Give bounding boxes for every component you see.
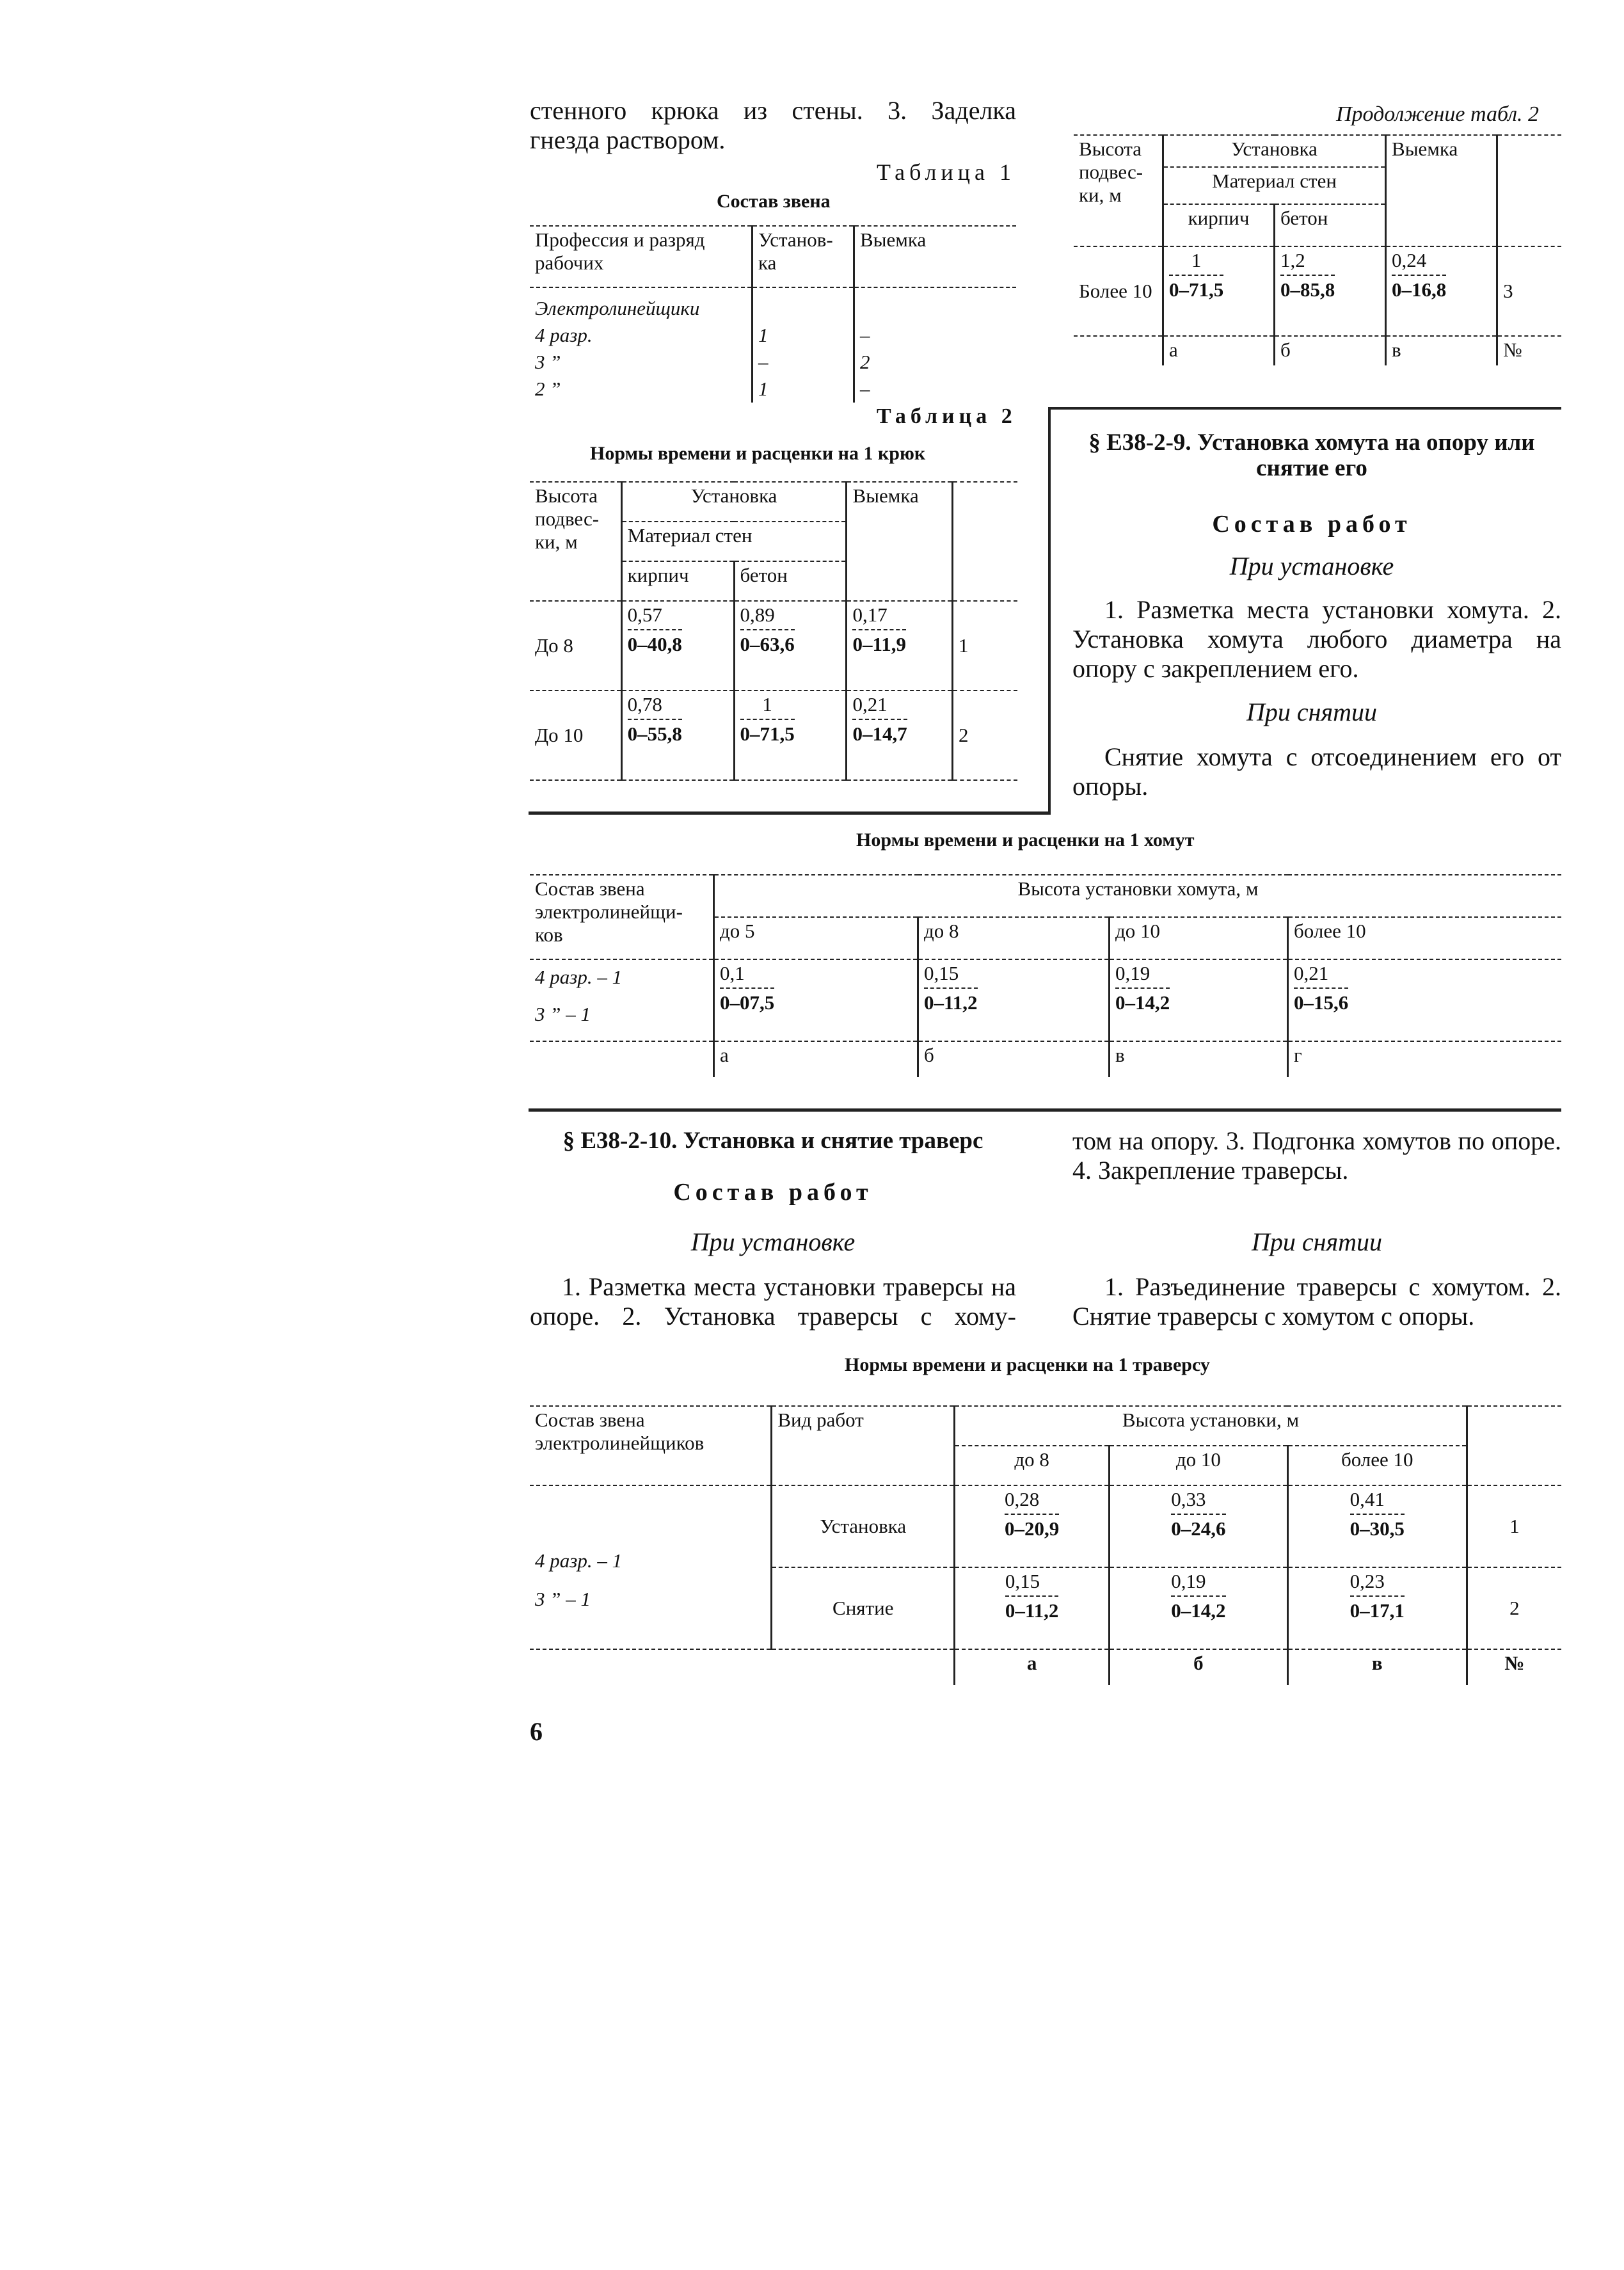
section10-remove-head: При снятии bbox=[1252, 1227, 1382, 1256]
table4-footer: б bbox=[1110, 1649, 1287, 1685]
intro-line-2: гнезда раствором. bbox=[530, 125, 726, 154]
section10-sostav: Состав работ bbox=[673, 1179, 873, 1206]
section-rule bbox=[1049, 407, 1561, 410]
table2-cell: $\frac{0,78}{0-55,8}$ bbox=[627, 693, 682, 745]
table2-header-material: Материал стен bbox=[621, 522, 847, 561]
table3-col-header: более 10 bbox=[1288, 917, 1562, 959]
table2-cell: $\frac{0,21}{0-14,7}$ bbox=[852, 693, 907, 745]
table3-title: Нормы времени и расценки на 1 хомут bbox=[856, 829, 1195, 851]
table4-title: Нормы времени и расценки на 1 траверсу bbox=[845, 1354, 1210, 1375]
table3-header-crew: Состав звена электролинейщи-ков bbox=[530, 875, 714, 959]
table2-row-height: До 8 bbox=[535, 634, 573, 657]
table3-col-header: до 5 bbox=[714, 917, 918, 959]
intro-text bbox=[530, 96, 1016, 155]
table1-row-name: 2 ” bbox=[535, 378, 561, 400]
section10-install-head: При установке bbox=[690, 1227, 856, 1256]
table2c-cell: $\frac{0,24}{0-16,8}$ bbox=[1392, 249, 1447, 301]
table4-col-header: более 10 bbox=[1287, 1446, 1467, 1485]
table4-footer: а bbox=[955, 1649, 1110, 1685]
table3-crew: 3 ” – 1 bbox=[535, 1003, 591, 1025]
table2-row-no: 1 bbox=[952, 601, 1017, 691]
table2c-footer: № bbox=[1497, 336, 1561, 365]
table3-header-height: Высота установки хомута, м bbox=[714, 875, 1562, 917]
table2-cont-label: Продолжение табл. 2 bbox=[1336, 102, 1540, 126]
table1-header-install: Установ-ка bbox=[752, 226, 854, 287]
table3 bbox=[530, 874, 1561, 1077]
table3-cell: $\frac{0,19}{0-14,2}$ bbox=[1115, 962, 1170, 1014]
table4-header-work: Вид работ bbox=[772, 1406, 955, 1485]
table2-header-concrete: бетон bbox=[734, 561, 847, 601]
table4-header-height: Высота установки, м bbox=[955, 1406, 1467, 1446]
section10-install-text-right: том на опору. 3. Подгонка хомутов по опоре. 4. Закрепление траверсы. bbox=[1072, 1126, 1561, 1185]
section9-remove-text: Снятие хомута с отсоединением его от опоры. bbox=[1072, 742, 1561, 801]
section-rule bbox=[529, 1108, 1561, 1112]
table2c-footer: в bbox=[1386, 336, 1497, 365]
table4-cell: $\frac{0,19}{0-14,2}$ bbox=[1171, 1570, 1226, 1622]
section9-sostav: Состав работ bbox=[1212, 511, 1412, 538]
table2-title: Нормы времени и расценки на 1 крюк bbox=[590, 443, 926, 464]
table4-header-crew: Состав звена электролинейщиков bbox=[530, 1406, 772, 1485]
table3-footer: г bbox=[1288, 1041, 1562, 1077]
table1-header-removal: Выемка bbox=[854, 226, 1017, 287]
table3-footer: в bbox=[1110, 1041, 1288, 1077]
table2c-header-install: Установка bbox=[1163, 135, 1386, 167]
table1-title: Состав звена bbox=[717, 191, 831, 212]
table2c-row-no: 3 bbox=[1497, 246, 1561, 336]
table1-label: Таблица 1 bbox=[877, 159, 1015, 185]
section10-remove-text: 1. Разъединение траверсы с хомутом. 2. Снятие траверсы с хомутом с опоры. bbox=[1072, 1272, 1561, 1331]
table1-row-install: 1 bbox=[752, 376, 854, 403]
table2-header-removal: Выемка bbox=[847, 482, 953, 601]
table4-cell: $\frac{0,23}{0-17,1}$ bbox=[1349, 1570, 1405, 1622]
table1-row-install: – bbox=[752, 349, 854, 376]
table2-continued bbox=[1074, 134, 1561, 365]
table2c-footer: а bbox=[1163, 336, 1275, 365]
table1-row-install: 1 bbox=[752, 322, 854, 349]
table2c-header-brick: кирпич bbox=[1163, 204, 1275, 246]
table2c-header-concrete: бетон bbox=[1275, 204, 1386, 246]
table2-label: Таблица 2 bbox=[877, 404, 1017, 428]
table4-col-header: до 8 bbox=[955, 1446, 1110, 1485]
table3-footer: а bbox=[714, 1041, 918, 1077]
table4-crew: 4 разр. – 1 bbox=[535, 1549, 623, 1572]
table4-footer: № bbox=[1467, 1649, 1561, 1685]
table2-row-no: 2 bbox=[952, 691, 1017, 780]
page-number: 6 bbox=[530, 1717, 543, 1746]
intro-line-1: стенного крюка из стены. 3. Заделка bbox=[530, 96, 1016, 125]
section-rule bbox=[529, 811, 1051, 815]
table2c-footer: б bbox=[1275, 336, 1386, 365]
table3-cell: $\frac{0,21}{0-15,6}$ bbox=[1294, 962, 1349, 1014]
section9-remove-head: При снятии bbox=[1246, 698, 1377, 726]
table3-crew: 4 разр. – 1 bbox=[535, 966, 623, 988]
section10-install-text-left: 1. Разметка места установки траверсы на опоре. 2. Установка траверсы с хому- bbox=[530, 1272, 1016, 1331]
table1 bbox=[530, 225, 1016, 403]
table4-row-work: Установка bbox=[772, 1485, 955, 1567]
table2c-header-material: Материал стен bbox=[1163, 167, 1386, 204]
table4-col-header: до 10 bbox=[1110, 1446, 1287, 1485]
table2-header-brick: кирпич bbox=[621, 561, 734, 601]
table4-cell: $\frac{0,28}{0-20,9}$ bbox=[1005, 1488, 1060, 1540]
table2c-header-height: Высота подвес-ки, м bbox=[1074, 135, 1163, 246]
table4-cell: $\frac{0,33}{0-24,6}$ bbox=[1171, 1488, 1226, 1540]
table2-cell: $\frac{0,17}{0-11,9}$ bbox=[852, 603, 907, 655]
table2-cell: $\frac{0,89}{0-63,6}$ bbox=[740, 603, 795, 655]
table1-row-removal: – bbox=[854, 322, 1017, 349]
table1-group: Электролинейщики bbox=[535, 297, 700, 319]
table2c-header-removal: Выемка bbox=[1386, 135, 1497, 246]
table2c-row-height: Более 10 bbox=[1079, 280, 1152, 302]
table3-footer: б bbox=[918, 1041, 1110, 1077]
table3-col-header: до 10 bbox=[1110, 917, 1288, 959]
table4-cell: $\frac{0,15}{0-11,2}$ bbox=[1005, 1570, 1059, 1622]
section10-title: § Е38-2-10. Установка и снятие траверс bbox=[562, 1128, 983, 1154]
table3-col-header: до 8 bbox=[918, 917, 1110, 959]
table4-footer: в bbox=[1287, 1649, 1467, 1685]
table1-header-profession: Профессия и разряд рабочих bbox=[535, 228, 705, 274]
table4-cell: $\frac{0,41}{0-30,5}$ bbox=[1349, 1488, 1405, 1540]
table3-cell: $\frac{0,1}{0-07,5}$ bbox=[720, 962, 775, 1014]
table4-row-no: 2 bbox=[1467, 1567, 1561, 1649]
table4-row-work: Снятие bbox=[772, 1567, 955, 1649]
table4 bbox=[530, 1405, 1561, 1685]
table2 bbox=[530, 481, 1017, 781]
table4-row-no: 1 bbox=[1467, 1485, 1561, 1567]
table2-header-height: Высота подвес-ки, м bbox=[530, 482, 621, 601]
table2-cell: $\frac{0,57}{0-40,8}$ bbox=[627, 603, 682, 655]
table1-row-removal: 2 bbox=[854, 349, 1017, 376]
section9-install-head: При установке bbox=[1229, 552, 1394, 580]
table2c-cell: $\frac{1,2}{0-85,8}$ bbox=[1280, 249, 1335, 301]
section9-install-text: 1. Разметка места установки хомута. 2. Установка хомута любого диаметра на опору с закреплением его. bbox=[1072, 595, 1561, 683]
section9-title: § Е38-2-9. Установка хомута на опору или снятие его bbox=[1088, 429, 1535, 481]
table4-crew: 3 ” – 1 bbox=[535, 1588, 591, 1610]
table1-row-removal: – bbox=[854, 376, 1017, 403]
table3-cell: $\frac{0,15}{0-11,2}$ bbox=[924, 962, 978, 1014]
table2-header-install: Установка bbox=[621, 482, 847, 522]
table2-row-height: До 10 bbox=[535, 724, 584, 746]
table1-row-name: 3 ” bbox=[535, 351, 561, 373]
table1-row-name: 4 разр. bbox=[535, 324, 593, 346]
table2-cell: $\frac{1}{0-71,5}$ bbox=[740, 693, 795, 745]
section-rule bbox=[1048, 407, 1051, 814]
table2c-cell: $\frac{1}{0-71,5}$ bbox=[1169, 249, 1224, 301]
